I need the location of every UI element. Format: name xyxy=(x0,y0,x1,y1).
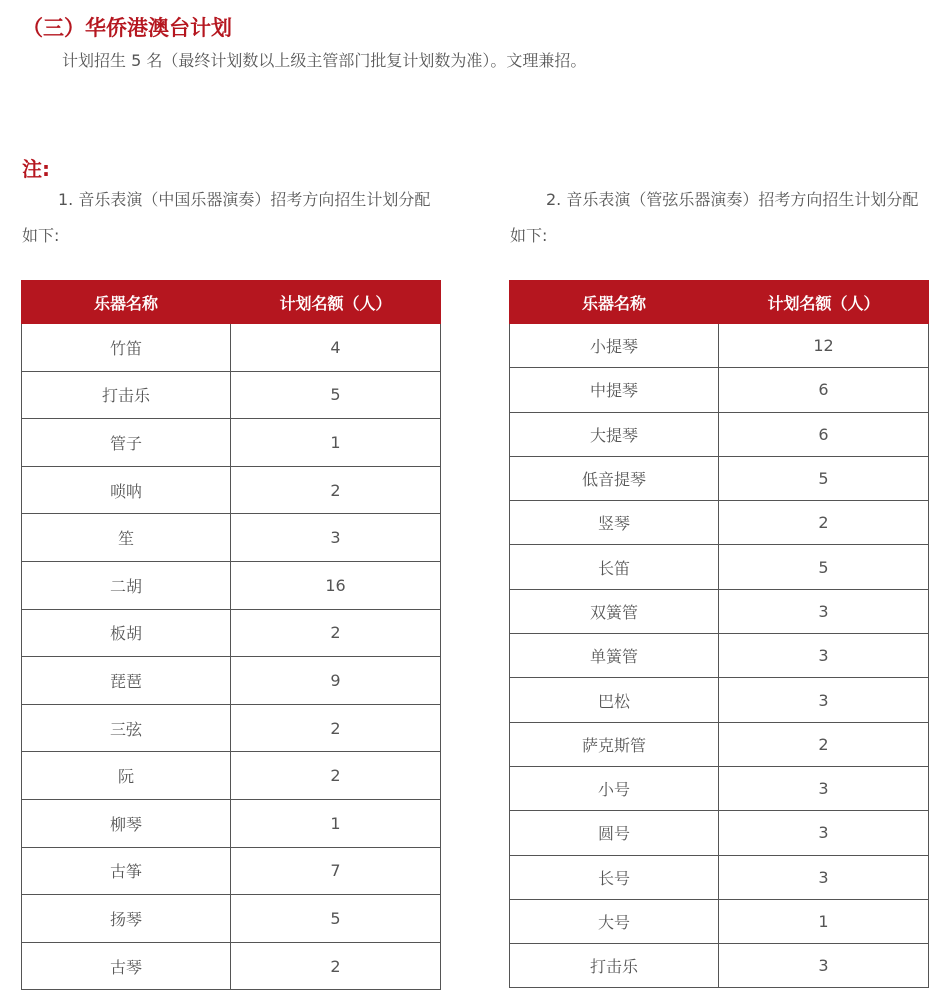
table-row xyxy=(510,456,929,500)
table-row xyxy=(510,501,929,545)
quota-cell: 6 xyxy=(719,412,929,456)
table-row xyxy=(22,942,441,990)
chinese-instruments-intro: 1. 音乐表演（中国乐器演奏）招考方向招生计划分配如下: xyxy=(22,190,431,245)
chinese-instruments-table xyxy=(21,280,441,990)
instrument-name-cell: 小号 xyxy=(510,766,719,810)
table-row xyxy=(22,371,441,419)
instrument-name-cell: 打击乐 xyxy=(22,371,231,419)
quota-cell: 6 xyxy=(719,368,929,412)
instrument-name-cell: 小提琴 xyxy=(510,324,719,368)
quota-cell: 3 xyxy=(719,944,929,988)
table-header-row xyxy=(22,281,441,324)
quota-cell: 4 xyxy=(231,324,441,372)
instrument-name-cell: 扬琴 xyxy=(22,895,231,943)
instrument-name-cell: 大提琴 xyxy=(510,412,719,456)
section-heading: （三）华侨港澳台计划 xyxy=(22,16,232,40)
instrument-name-cell: 萨克斯管 xyxy=(510,722,719,766)
quota-cell: 1 xyxy=(231,799,441,847)
instrument-name-cell: 长笛 xyxy=(510,545,719,589)
instrument-name-cell: 琵琶 xyxy=(22,657,231,705)
instrument-name-cell: 柳琴 xyxy=(22,799,231,847)
table-header-row xyxy=(510,281,929,324)
instrument-name-cell: 笙 xyxy=(22,514,231,562)
quota-cell: 12 xyxy=(719,324,929,368)
quota-cell: 3 xyxy=(231,514,441,562)
table-row xyxy=(22,895,441,943)
instrument-name-header: 乐器名称 xyxy=(510,281,719,324)
instrument-name-cell: 中提琴 xyxy=(510,368,719,412)
quota-cell: 9 xyxy=(231,657,441,705)
quota-cell: 2 xyxy=(231,704,441,752)
table-row xyxy=(22,752,441,800)
quota-cell: 5 xyxy=(719,545,929,589)
instrument-name-cell: 板胡 xyxy=(22,609,231,657)
table-row xyxy=(22,514,441,562)
quota-header: 计划名额（人） xyxy=(231,281,441,324)
instrument-name-cell: 巴松 xyxy=(510,678,719,722)
table-row xyxy=(510,634,929,678)
orchestral-instruments-table xyxy=(509,280,929,988)
instrument-name-cell: 圆号 xyxy=(510,811,719,855)
instrument-name-cell: 竹笛 xyxy=(22,324,231,372)
quota-cell: 1 xyxy=(231,419,441,467)
table-row xyxy=(22,847,441,895)
enrollment-paragraph: 计划招生 5 名（最终计划数以上级主管部门批复计划数为准）。文理兼招。 xyxy=(62,51,587,70)
quota-cell: 3 xyxy=(719,811,929,855)
table-row xyxy=(22,419,441,467)
quota-cell: 2 xyxy=(231,942,441,990)
quota-cell: 5 xyxy=(231,895,441,943)
table-row xyxy=(510,855,929,899)
quota-cell: 2 xyxy=(231,609,441,657)
instrument-name-cell: 大号 xyxy=(510,899,719,943)
instrument-name-cell: 唢呐 xyxy=(22,466,231,514)
instrument-name-cell: 管子 xyxy=(22,419,231,467)
table-row xyxy=(510,589,929,633)
quota-cell: 2 xyxy=(231,466,441,514)
instrument-name-cell: 竖琴 xyxy=(510,501,719,545)
table-row xyxy=(22,609,441,657)
instrument-name-cell: 古筝 xyxy=(22,847,231,895)
quota-cell: 2 xyxy=(231,752,441,800)
table-row xyxy=(510,368,929,412)
table-row xyxy=(22,561,441,609)
quota-cell: 5 xyxy=(231,371,441,419)
table-row xyxy=(510,678,929,722)
instrument-name-cell: 阮 xyxy=(22,752,231,800)
orchestral-instruments-intro: 2. 音乐表演（管弦乐器演奏）招考方向招生计划分配如下: xyxy=(510,190,919,245)
table-row xyxy=(510,324,929,368)
table-row xyxy=(22,657,441,705)
note-label: 注: xyxy=(22,157,50,181)
instrument-name-cell: 二胡 xyxy=(22,561,231,609)
quota-cell: 1 xyxy=(719,899,929,943)
table-row xyxy=(510,412,929,456)
quota-cell: 2 xyxy=(719,501,929,545)
quota-header: 计划名额（人） xyxy=(719,281,929,324)
table-row xyxy=(510,899,929,943)
quota-cell: 16 xyxy=(231,561,441,609)
instrument-name-cell: 三弦 xyxy=(22,704,231,752)
instrument-name-cell: 打击乐 xyxy=(510,944,719,988)
quota-cell: 3 xyxy=(719,678,929,722)
table-row xyxy=(22,799,441,847)
instrument-name-cell: 长号 xyxy=(510,855,719,899)
table-row xyxy=(510,766,929,810)
quota-cell: 3 xyxy=(719,855,929,899)
table-row xyxy=(22,466,441,514)
quota-cell: 2 xyxy=(719,722,929,766)
instrument-name-cell: 低音提琴 xyxy=(510,456,719,500)
quota-cell: 5 xyxy=(719,456,929,500)
quota-cell: 3 xyxy=(719,589,929,633)
table-row xyxy=(510,811,929,855)
instrument-name-cell: 双簧管 xyxy=(510,589,719,633)
instrument-name-header: 乐器名称 xyxy=(22,281,231,324)
quota-cell: 3 xyxy=(719,634,929,678)
table-row xyxy=(22,324,441,372)
quota-cell: 3 xyxy=(719,766,929,810)
table-row xyxy=(22,704,441,752)
instrument-name-cell: 单簧管 xyxy=(510,634,719,678)
table-row xyxy=(510,722,929,766)
table-row xyxy=(510,545,929,589)
instrument-name-cell: 古琴 xyxy=(22,942,231,990)
quota-cell: 7 xyxy=(231,847,441,895)
table-row xyxy=(510,944,929,988)
